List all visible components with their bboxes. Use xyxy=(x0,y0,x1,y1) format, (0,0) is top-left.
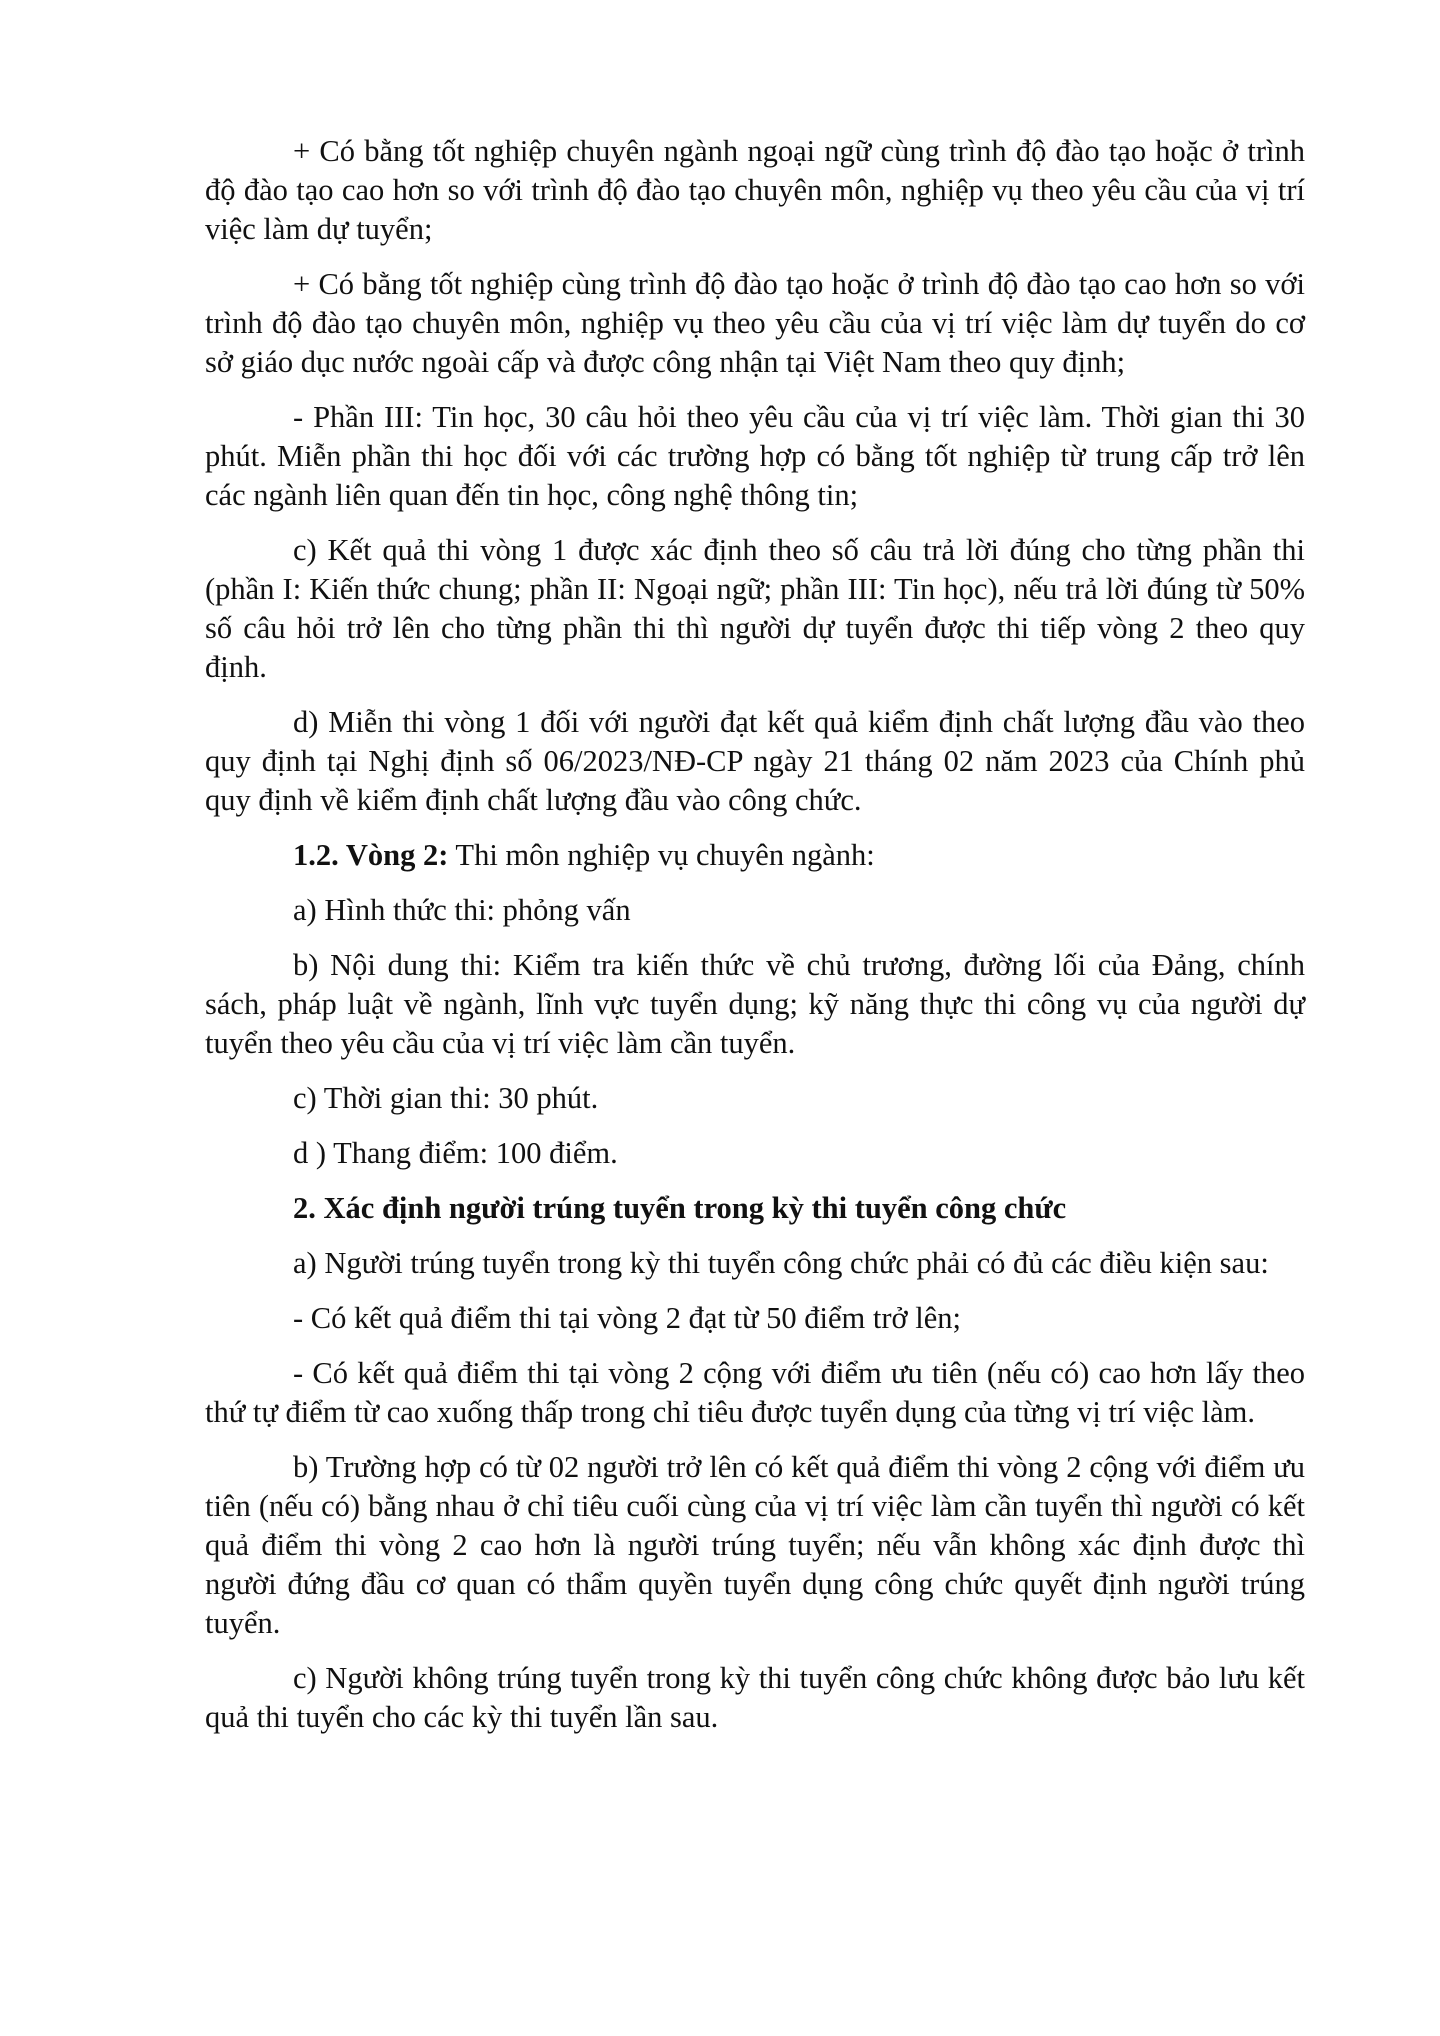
document-page xyxy=(205,132,1305,1753)
section2-no-reservation: c) Người không trúng tuyển trong kỳ thi tuyển công chức không được bảo lưu kết quả thi tuyển cho các kỳ thi tuyển lần sau. xyxy=(205,1661,1305,1734)
paragraph-foreign-degree: + Có bằng tốt nghiệp cùng trình độ đào tạo hoặc ở trình độ đào tạo cao hơn so với trình độ đào tạo chuyên môn, nghiệp vụ theo yêu cầu của vị trí việc làm dự tuyển do cơ sở giáo dục nước ngoài cấp và được công nhận tại Việt Nam theo quy định; xyxy=(205,267,1305,379)
paragraph-foreign-language-degree: + Có bằng tốt nghiệp chuyên ngành ngoại ngữ cùng trình độ đào tạo hoặc ở trình độ đào tạo cao hơn so với trình độ đào tạo chuyên môn, nghiệp vụ theo yêu cầu của vị trí việc làm dự tuyển; xyxy=(205,134,1305,246)
round2-exam-duration: c) Thời gian thi: 30 phút. xyxy=(293,1081,599,1115)
section2-heading: 2. Xác định người trúng tuyển trong kỳ thi tuyển công chức xyxy=(293,1191,1067,1225)
round2-heading-text: Thi môn nghiệp vụ chuyên ngành: xyxy=(448,838,875,872)
paragraph-round1-exemption: d) Miễn thi vòng 1 đối với người đạt kết quả kiểm định chất lượng đầu vào theo quy định tại Nghị định số 06/2023/NĐ-CP ngày 21 tháng 02 năm 2023 của Chính phủ quy định về kiểm định chất lượng đầu vào công chức. xyxy=(205,705,1305,817)
paragraph-round1-result: c) Kết quả thi vòng 1 được xác định theo số câu trả lời đúng cho từng phần thi (phần I: Kiến thức chung; phần II: Ngoại ngữ; phần III: Tin học), nếu trả lời đúng từ 50% số câu hỏi trở lên cho từng phần thi thì người dự tuyển được thi tiếp vòng 2 theo quy định. xyxy=(205,533,1305,684)
round2-heading xyxy=(205,836,1305,875)
round2-exam-content: b) Nội dung thi: Kiểm tra kiến thức về chủ trương, đường lối của Đảng, chính sách, pháp luật về ngành, lĩnh vực tuyển dụng; kỹ năng thực thi công vụ của người dự tuyển theo yêu cầu của vị trí việc làm cần tuyển. xyxy=(205,948,1305,1060)
section2-condition-score: - Có kết quả điểm thi tại vòng 2 đạt từ 50 điểm trở lên; xyxy=(293,1301,961,1335)
round2-exam-format: a) Hình thức thi: phỏng vấn xyxy=(293,893,631,927)
round2-score-scale: d ) Thang điểm: 100 điểm. xyxy=(293,1136,618,1170)
section2-conditions: a) Người trúng tuyển trong kỳ thi tuyển công chức phải có đủ các điều kiện sau: xyxy=(293,1246,1269,1280)
section2-condition-ranking: - Có kết quả điểm thi tại vòng 2 cộng với điểm ưu tiên (nếu có) cao hơn lấy theo thứ tự điểm từ cao xuống thấp trong chỉ tiêu được tuyển dụng của từng vị trí việc làm. xyxy=(205,1356,1305,1429)
round2-heading-label: 1.2. Vòng 2: xyxy=(293,838,449,872)
section2-tie-break: b) Trường hợp có từ 02 người trở lên có kết quả điểm thi vòng 2 cộng với điểm ưu tiên (nếu có) bằng nhau ở chỉ tiêu cuối cùng của vị trí việc làm cần tuyển thì người có kết quả điểm thi vòng 2 cao hơn là người trúng tuyển; nếu vẫn không xác định được thì người đứng đầu cơ quan có thẩm quyền tuyển dụng công chức quyết định người trúng tuyển. xyxy=(205,1450,1305,1640)
paragraph-part-3-informatics: - Phần III: Tin học, 30 câu hỏi theo yêu cầu của vị trí việc làm. Thời gian thi 30 phút. Miễn phần thi học đối với các trường hợp có bằng tốt nghiệp từ trung cấp trở lên các ngành liên quan đến tin học, công nghệ thông tin; xyxy=(205,400,1305,512)
